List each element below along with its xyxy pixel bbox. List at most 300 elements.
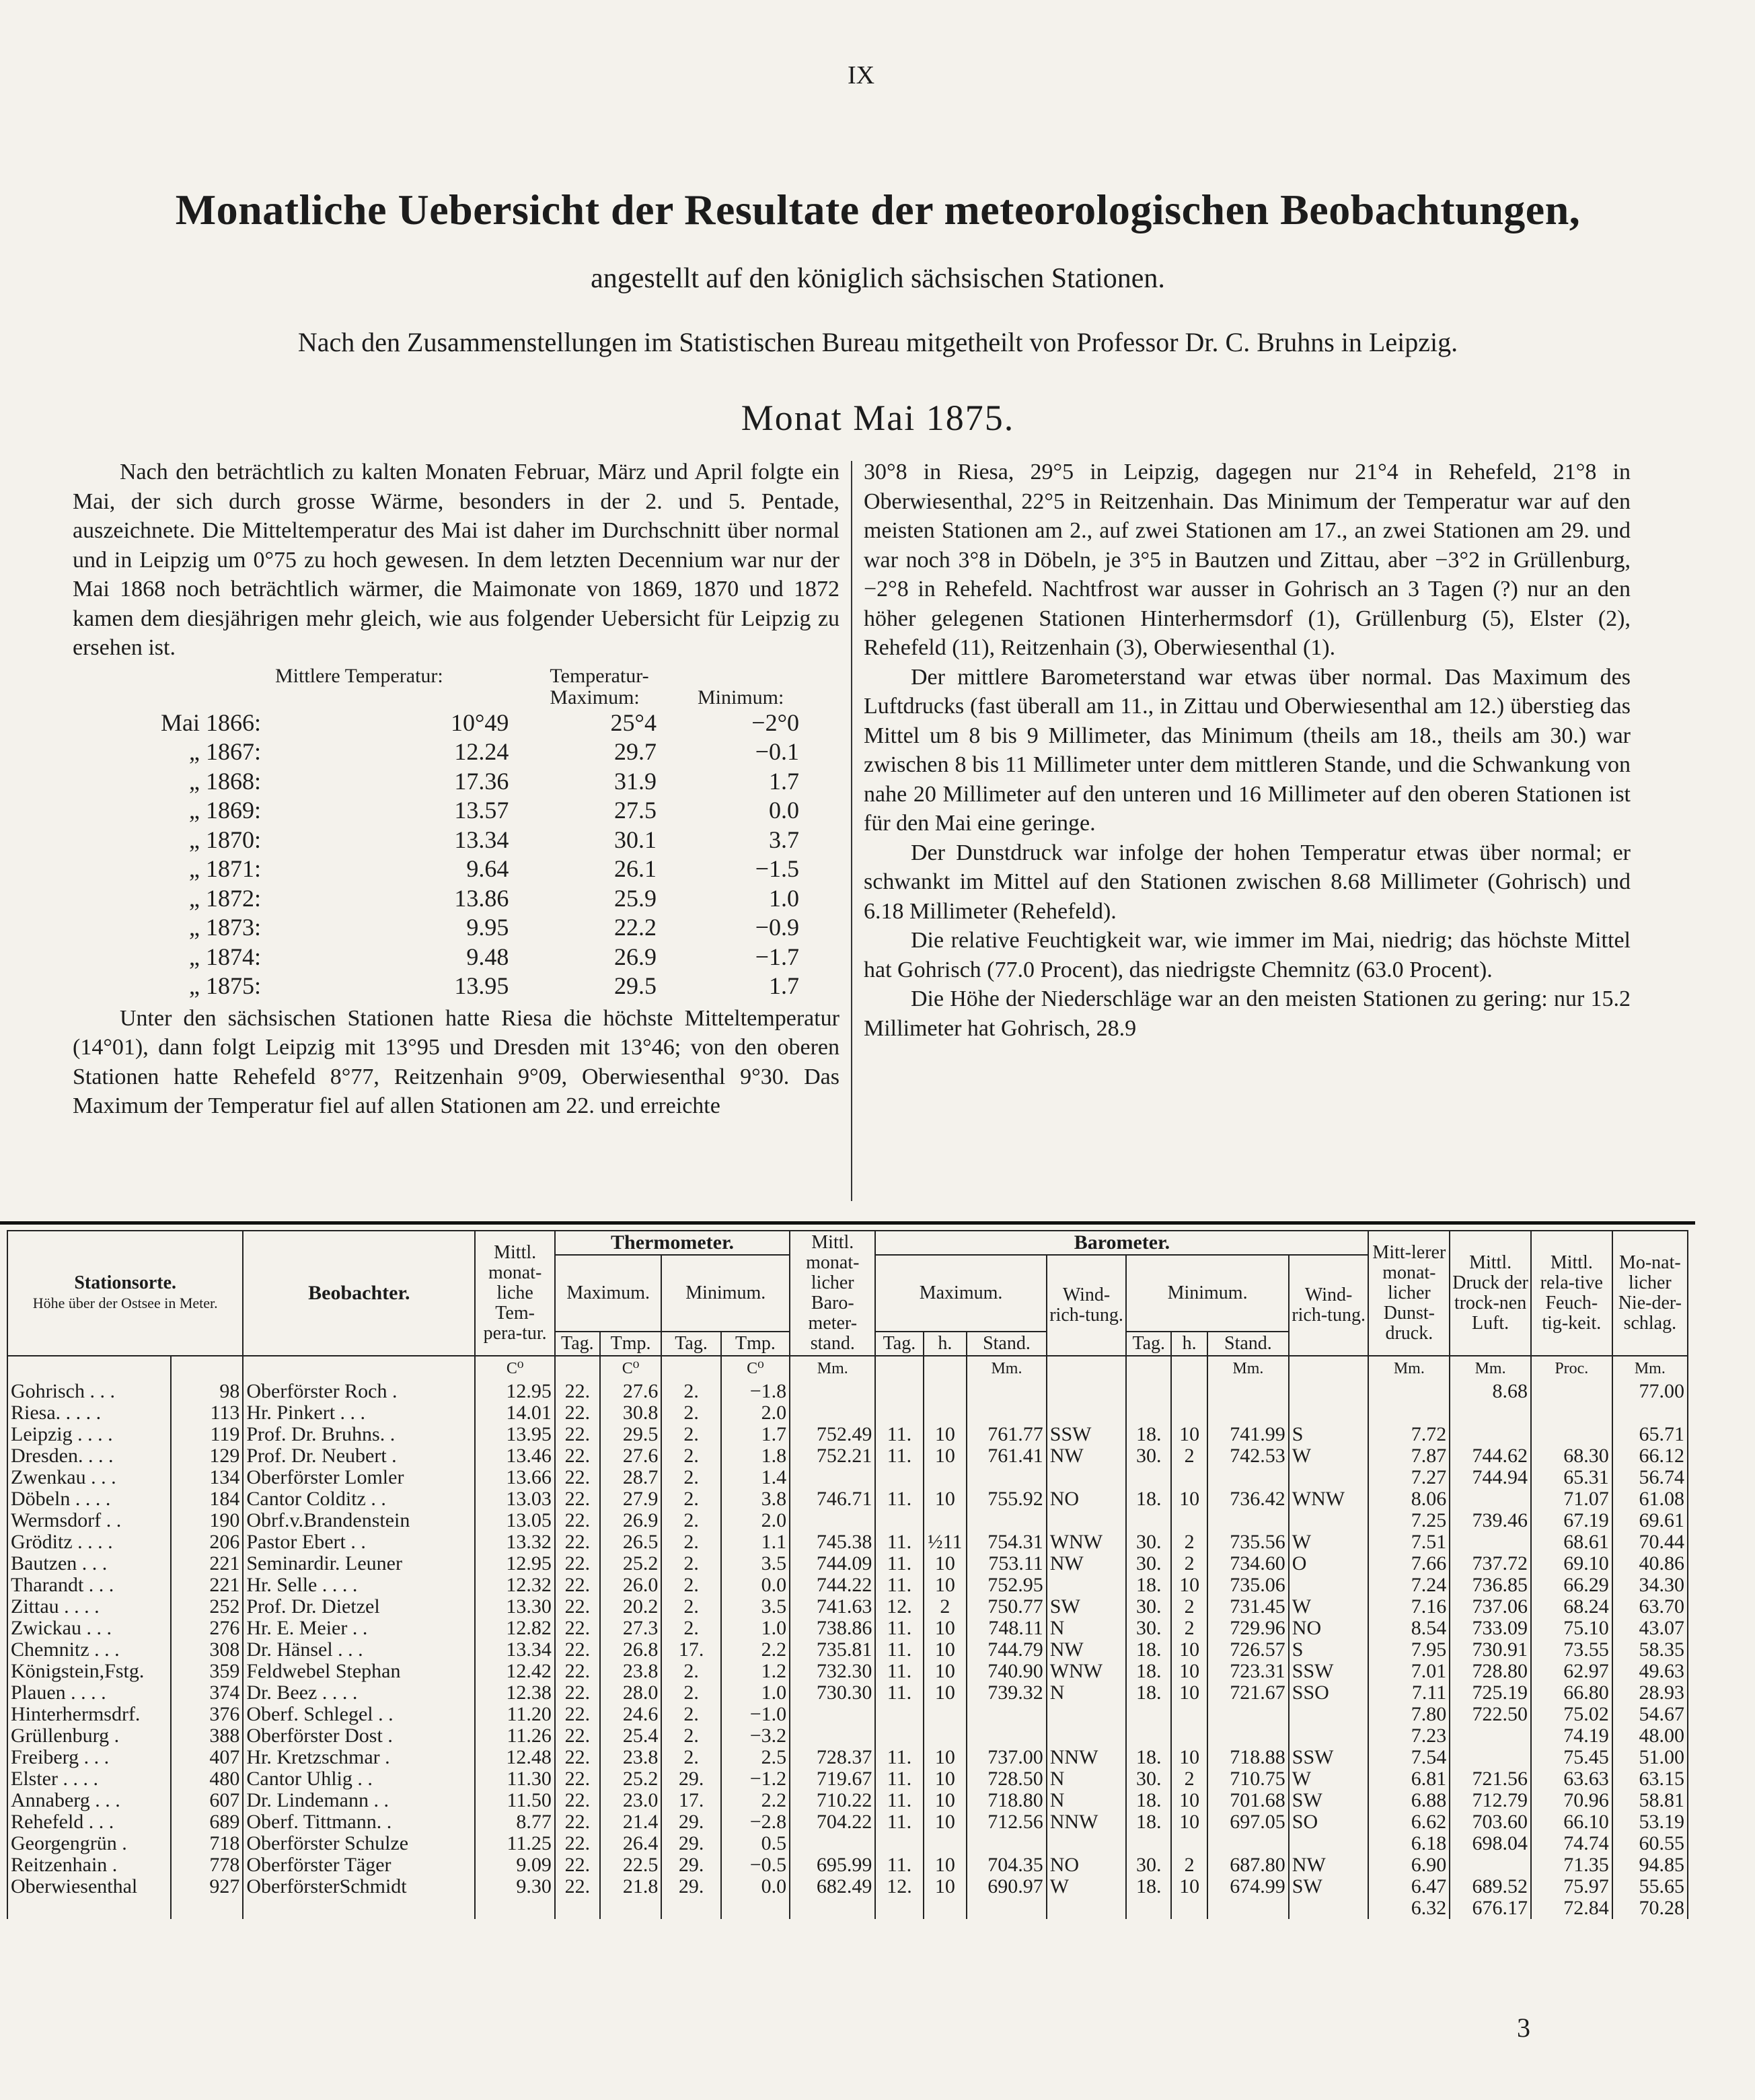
unit-c: C⁰ (600, 1356, 662, 1381)
th-stand: Stand. (967, 1332, 1047, 1356)
cell-bmin-hour: 2 (1171, 1618, 1207, 1639)
cell-min-day: 2. (661, 1553, 720, 1574)
cell-vapour: 6.88 (1368, 1790, 1450, 1811)
table-row (7, 1381, 1688, 1402)
cell-max-day: 22. (555, 1488, 600, 1510)
cell-bmin-stand: 735.56 (1207, 1531, 1289, 1553)
cell-bmin-stand: 741.99 (1207, 1424, 1289, 1445)
cell-bmin-hour: 10 (1171, 1488, 1207, 1510)
cell-min-day: 2. (661, 1488, 720, 1510)
cell-bmax-day (875, 1402, 923, 1424)
cell-bmin-stand: 723.31 (1207, 1661, 1289, 1682)
th-thermometer: Thermometer. (555, 1231, 790, 1255)
cell-max-temp: 26.8 (600, 1639, 662, 1661)
cell-vapour: 7.72 (1368, 1424, 1450, 1445)
cell-height: 221 (171, 1553, 244, 1574)
cell-max-temp: 27.3 (600, 1618, 662, 1639)
cell-humidity: 71.07 (1531, 1488, 1612, 1510)
cell-mean-baro: 744.09 (790, 1553, 875, 1574)
mini-header-mean: Mittlere Temperatur: (275, 664, 443, 687)
observation-table-body (7, 1356, 1688, 1919)
cell-observer: Cantor Colditz . . (243, 1488, 475, 1510)
cell-observer: Prof. Dr. Bruhns. . (243, 1424, 475, 1445)
cell-bmax-day: 11. (875, 1639, 923, 1661)
cell-min-temp: −1.0 (721, 1704, 790, 1725)
cell-bmin-day: 18. (1126, 1811, 1171, 1833)
table-row (7, 1467, 1688, 1488)
cell-humidity: 71.35 (1531, 1854, 1612, 1876)
cell-bmax-stand: 752.95 (967, 1574, 1047, 1596)
cell-bmax-wind (1047, 1402, 1127, 1424)
cell-mean-temp: 13.66 (475, 1467, 555, 1488)
th-observer: Beobachter. (243, 1231, 475, 1356)
cell-bmin-hour: 2 (1171, 1445, 1207, 1467)
cell-mean-temp: 9.30 (475, 1876, 555, 1897)
cell-bmax-hour (924, 1381, 967, 1402)
right-paragraph-5: Die Höhe der Niederschläge war an den meisten Stationen zu gering: nur 15.2 Millimeter hat Gohrisch, 28.9 (864, 986, 1631, 1041)
cell-max-day: 22. (555, 1661, 600, 1682)
mini-cell-label: „ 1868: (189, 767, 261, 795)
cell-bmax-day: 11. (875, 1747, 923, 1768)
cell-precip: 48.00 (1612, 1725, 1688, 1747)
mini-cell-label: „ 1867: (189, 738, 261, 765)
mini-table-body (73, 709, 839, 1001)
th-mean-temp: Mittl. monat-liche Tem-pera-tur. (475, 1231, 555, 1356)
cell-bmin-day: 18. (1126, 1639, 1171, 1661)
cell-precip: 43.07 (1612, 1618, 1688, 1639)
cell-observer: Obrf.v.Brandenstein (243, 1510, 475, 1531)
cell-max-temp: 29.5 (600, 1424, 662, 1445)
mini-cell-label: „ 1870: (189, 826, 261, 853)
cell-bmin-day: 18. (1126, 1488, 1171, 1510)
cell-mean-baro (790, 1704, 875, 1725)
cell-humidity: 63.63 (1531, 1768, 1612, 1790)
cell-precip: 69.61 (1612, 1510, 1688, 1531)
cell-height: 480 (171, 1768, 244, 1790)
cell-station: Leipzig . . . . (7, 1424, 171, 1445)
cell-max-temp: 21.8 (600, 1876, 662, 1897)
unit-mm: Mm. (1612, 1356, 1688, 1381)
unit-proc: Proc. (1531, 1356, 1612, 1381)
cell-mean-temp: 12.42 (475, 1661, 555, 1682)
cell-mean-baro (790, 1467, 875, 1488)
cell-station: Rehefeld . . . (7, 1811, 171, 1833)
cell-max-day: 22. (555, 1682, 600, 1704)
cell-dry (1450, 1747, 1531, 1768)
cell-bmin-hour: 10 (1171, 1747, 1207, 1768)
cell-bmax-day: 11. (875, 1445, 923, 1467)
cell-bmin-day: 30. (1126, 1553, 1171, 1574)
cell-humidity (1531, 1402, 1612, 1424)
cell-precip: 58.81 (1612, 1790, 1688, 1811)
cell-observer: Oberf. Schlegel . . (243, 1704, 475, 1725)
table-row (7, 1897, 1688, 1919)
cell-max-day: 22. (555, 1747, 600, 1768)
cell-precip: 40.86 (1612, 1553, 1688, 1574)
table-row (7, 1574, 1688, 1596)
cell-max-temp: 25.2 (600, 1553, 662, 1574)
th-tag: Tag. (1126, 1332, 1171, 1356)
cell-mean-temp: 13.32 (475, 1531, 555, 1553)
cell-bmin-day: 18. (1126, 1747, 1171, 1768)
th-wind-min: Wind-rich-tung. (1289, 1255, 1369, 1356)
cell-max-temp: 25.2 (600, 1768, 662, 1790)
cell-vapour: 7.23 (1368, 1725, 1450, 1747)
cell-observer: Prof. Dr. Neubert . (243, 1445, 475, 1467)
cell-min-day: 29. (661, 1854, 720, 1876)
cell-station: Riesa. . . . . (7, 1402, 171, 1424)
cell-bmax-day (875, 1510, 923, 1531)
cell-bmax-day (875, 1704, 923, 1725)
th-tmp: Tmp. (600, 1332, 662, 1356)
table-row (7, 1618, 1688, 1639)
cell-humidity: 74.19 (1531, 1725, 1612, 1747)
cell-bmin-day (1126, 1725, 1171, 1747)
cell-max-temp: 21.4 (600, 1811, 662, 1833)
table-row (7, 1402, 1688, 1424)
cell-bmin-stand (1207, 1402, 1289, 1424)
cell-max-day: 22. (555, 1811, 600, 1833)
th-tag: Tag. (555, 1332, 600, 1356)
cell-bmin-hour (1171, 1725, 1207, 1747)
cell-observer: Dr. Beez . . . . (243, 1682, 475, 1704)
cell-mean-temp: 12.38 (475, 1682, 555, 1704)
cell-station (7, 1897, 171, 1919)
cell-observer: Oberförster Dost . (243, 1725, 475, 1747)
cell-bmax-day: 11. (875, 1790, 923, 1811)
cell-observer: Hr. Pinkert . . . (243, 1402, 475, 1424)
cell-bmax-hour (924, 1510, 967, 1531)
cell-bmin-hour: 10 (1171, 1790, 1207, 1811)
cell-dry: 725.19 (1450, 1682, 1531, 1704)
cell-vapour: 7.11 (1368, 1682, 1450, 1704)
cell-precip: 63.15 (1612, 1768, 1688, 1790)
cell-bmax-hour: 10 (924, 1790, 967, 1811)
cell-bmin-wind (1289, 1510, 1369, 1531)
cell-station: Elster . . . . (7, 1768, 171, 1790)
cell-vapour: 8.54 (1368, 1618, 1450, 1639)
cell-mean-temp: 11.26 (475, 1725, 555, 1747)
cell-min-temp: 3.5 (721, 1553, 790, 1574)
cell-bmin-hour: 10 (1171, 1811, 1207, 1833)
footer-number: 3 (1517, 2013, 1530, 2043)
mini-cell-mean: 17.36 (454, 767, 509, 795)
cell-bmin-stand (1207, 1897, 1289, 1919)
cell-dry: 736.85 (1450, 1574, 1531, 1596)
cell-mean-temp: 13.95 (475, 1424, 555, 1445)
cell-bmin-hour: 2 (1171, 1768, 1207, 1790)
cell-bmin-hour (1171, 1467, 1207, 1488)
cell-height: 374 (171, 1682, 244, 1704)
cell-vapour: 6.90 (1368, 1854, 1450, 1876)
cell-bmax-day: 11. (875, 1854, 923, 1876)
left-paragraph-1: Nach den beträchtlich zu kalten Monaten Februar, März und April folgte ein Mai, der sich durch grosse Wärme, besonders in der 2. und 5. Pentade, auszeichnete. Die Mitteltemperatur des Mai ist daher im Durchschnitt über normal und in Leipzig um 0°75 zu hoch gewesen. In dem letzten Decennium war nur der Mai 1868 noch beträchtlich wärmer, die Maimonate von 1869, 1870 und 1872 kamen dem diesjährigen mehr gleich, wie aus folgender Uebersicht für Leipzig zu ersehen ist. (73, 460, 839, 660)
cell-min-day (661, 1897, 720, 1919)
cell-bmax-stand (967, 1402, 1047, 1424)
cell-bmax-day: 11. (875, 1811, 923, 1833)
cell-bmax-wind: N (1047, 1618, 1127, 1639)
cell-min-temp: 2.5 (721, 1747, 790, 1768)
leipzig-may-table (73, 665, 839, 1001)
cell-mean-temp: 13.34 (475, 1639, 555, 1661)
cell-bmax-day (875, 1381, 923, 1402)
cell-vapour: 6.32 (1368, 1897, 1450, 1919)
cell-precip: 61.08 (1612, 1488, 1688, 1510)
table-row (7, 1596, 1688, 1618)
cell-mean-temp: 13.46 (475, 1445, 555, 1467)
cell-station: Georgengrün . (7, 1833, 171, 1854)
cell-bmax-hour: 10 (924, 1424, 967, 1445)
cell-humidity: 69.10 (1531, 1553, 1612, 1574)
cell-min-day: 2. (661, 1510, 720, 1531)
cell-precip: 70.28 (1612, 1897, 1688, 1919)
cell-bmin-day (1126, 1897, 1171, 1919)
cell-max-day: 22. (555, 1402, 600, 1424)
th-baro-min: Minimum. (1126, 1255, 1288, 1332)
cell-vapour: 7.24 (1368, 1574, 1450, 1596)
table-row (7, 1510, 1688, 1531)
cell-mean-temp: 13.30 (475, 1596, 555, 1618)
cell-min-temp: 3.8 (721, 1488, 790, 1510)
mini-table-row (73, 709, 839, 738)
cell-bmin-wind: W (1289, 1596, 1369, 1618)
cell-vapour: 7.66 (1368, 1553, 1450, 1574)
cell-max-day: 22. (555, 1790, 600, 1811)
cell-bmax-stand: 761.41 (967, 1445, 1047, 1467)
cell-bmax-hour (924, 1467, 967, 1488)
cell-max-day: 22. (555, 1596, 600, 1618)
cell-min-temp: −3.2 (721, 1725, 790, 1747)
cell-max-temp: 26.9 (600, 1510, 662, 1531)
cell-max-day: 22. (555, 1876, 600, 1897)
mini-cell-mean: 13.95 (454, 972, 509, 999)
cell-dry: 739.46 (1450, 1510, 1531, 1531)
cell-bmin-wind: S (1289, 1639, 1369, 1661)
cell-precip: 51.00 (1612, 1747, 1688, 1768)
cell-station: Annaberg . . . (7, 1790, 171, 1811)
cell-min-day: 29. (661, 1876, 720, 1897)
table-row (7, 1854, 1688, 1876)
units-row (7, 1356, 1688, 1381)
cell-bmax-wind: NW (1047, 1639, 1127, 1661)
cell-height: 113 (171, 1402, 244, 1424)
cell-mean-baro (790, 1897, 875, 1919)
cell-observer: Seminardir. Leuner (243, 1553, 475, 1574)
cell-bmin-wind (1289, 1574, 1369, 1596)
cell-station: Wermsdorf . . (7, 1510, 171, 1531)
cell-mean-baro: 741.63 (790, 1596, 875, 1618)
cell-min-day: 29. (661, 1833, 720, 1854)
cell-mean-baro (790, 1725, 875, 1747)
mini-cell-min: 1.7 (769, 767, 799, 795)
cell-max-temp (600, 1897, 662, 1919)
cell-bmax-day: 11. (875, 1768, 923, 1790)
th-tag: Tag. (875, 1332, 923, 1356)
cell-bmax-hour (924, 1833, 967, 1854)
cell-observer: Prof. Dr. Dietzel (243, 1596, 475, 1618)
cell-bmin-day (1126, 1467, 1171, 1488)
mini-cell-mean: 9.95 (466, 914, 509, 941)
cell-bmin-wind: SSW (1289, 1661, 1369, 1682)
mini-cell-max: 27.5 (613, 797, 657, 824)
cell-humidity: 65.31 (1531, 1467, 1612, 1488)
cell-mean-baro: 728.37 (790, 1747, 875, 1768)
cell-max-day: 22. (555, 1574, 600, 1596)
cell-bmin-wind: NO (1289, 1618, 1369, 1639)
cell-bmax-wind: SW (1047, 1596, 1127, 1618)
mini-cell-label: „ 1869: (189, 797, 261, 824)
mini-cell-max: 22.2 (613, 914, 657, 941)
credit-line: Nach den Zusammenstellungen im Statistischen Bureau mitgetheilt von Professor Dr. C. Bruhns in Leipzig. (297, 327, 1458, 357)
cell-mean-baro (790, 1402, 875, 1424)
cell-height: 129 (171, 1445, 244, 1467)
cell-dry: 676.17 (1450, 1897, 1531, 1919)
mini-table-row (73, 767, 839, 797)
th-mean-baro: Mittl. monat-licher Baro-meter-stand. (790, 1231, 875, 1356)
cell-humidity: 75.97 (1531, 1876, 1612, 1897)
cell-bmin-stand (1207, 1704, 1289, 1725)
cell-bmax-stand: 740.90 (967, 1661, 1047, 1682)
cell-mean-temp: 12.95 (475, 1553, 555, 1574)
table-row (7, 1747, 1688, 1768)
cell-min-day: 2. (661, 1747, 720, 1768)
right-paragraph-3: Der Dunstdruck war infolge der hohen Temperatur etwas über normal; er schwankt im Mittel auf den Stationen zwischen 8.68 Millimeter (Gohrisch) und 6.18 Millimeter (Rehefeld). (864, 840, 1631, 924)
cell-max-day: 22. (555, 1445, 600, 1467)
cell-station: Zwickau . . . (7, 1618, 171, 1639)
page-number: IX (847, 61, 875, 89)
cell-precip: 54.67 (1612, 1704, 1688, 1725)
mini-table-row (73, 826, 839, 855)
cell-bmin-stand: 687.80 (1207, 1854, 1289, 1876)
cell-mean-temp: 11.20 (475, 1704, 555, 1725)
cell-vapour: 7.16 (1368, 1596, 1450, 1618)
cell-mean-temp (475, 1897, 555, 1919)
mini-cell-label: „ 1873: (189, 914, 261, 941)
cell-bmin-wind (1289, 1725, 1369, 1747)
cell-bmin-stand: 697.05 (1207, 1811, 1289, 1833)
cell-min-temp: 1.8 (721, 1445, 790, 1467)
unit-c: C⁰ (721, 1356, 790, 1381)
cell-observer: Hr. E. Meier . . (243, 1618, 475, 1639)
cell-bmin-wind (1289, 1467, 1369, 1488)
th-humidity: Mittl. rela-tive Feuch-tig-keit. (1531, 1231, 1612, 1356)
th-precip: Mo-nat-licher Nie-der-schlag. (1612, 1231, 1688, 1356)
cell-bmax-stand: 712.56 (967, 1811, 1047, 1833)
cell-observer: Hr. Selle . . . . (243, 1574, 475, 1596)
cell-max-temp: 22.5 (600, 1854, 662, 1876)
mini-cell-max: 25°4 (610, 709, 657, 736)
cell-bmin-stand: 735.06 (1207, 1574, 1289, 1596)
cell-bmin-wind: S (1289, 1424, 1369, 1445)
cell-precip: 77.00 (1612, 1381, 1688, 1402)
cell-bmax-wind (1047, 1725, 1127, 1747)
cell-precip: 56.74 (1612, 1467, 1688, 1488)
cell-observer: Dr. Hänsel . . . (243, 1639, 475, 1661)
cell-min-day: 2. (661, 1574, 720, 1596)
cell-max-day: 22. (555, 1553, 600, 1574)
cell-bmax-stand: 744.79 (967, 1639, 1047, 1661)
cell-bmin-day (1126, 1381, 1171, 1402)
cell-bmin-wind: W (1289, 1445, 1369, 1467)
cell-bmin-wind: O (1289, 1553, 1369, 1574)
cell-min-day: 2. (661, 1445, 720, 1467)
cell-bmax-stand (967, 1381, 1047, 1402)
cell-station: Gohrisch . . . (7, 1381, 171, 1402)
cell-height: 276 (171, 1618, 244, 1639)
cell-bmin-stand: 731.45 (1207, 1596, 1289, 1618)
cell-bmax-hour (924, 1402, 967, 1424)
cell-min-temp: 0.0 (721, 1574, 790, 1596)
cell-bmin-hour: 10 (1171, 1639, 1207, 1661)
cell-dry: 721.56 (1450, 1768, 1531, 1790)
cell-max-day: 22. (555, 1424, 600, 1445)
cell-bmax-day: 11. (875, 1553, 923, 1574)
cell-vapour: 6.47 (1368, 1876, 1450, 1897)
cell-bmax-stand (967, 1833, 1047, 1854)
th-thermo-min: Minimum. (661, 1255, 790, 1332)
table-row (7, 1639, 1688, 1661)
cell-bmax-wind (1047, 1704, 1127, 1725)
cell-humidity: 68.61 (1531, 1531, 1612, 1553)
table-row (7, 1704, 1688, 1725)
cell-mean-baro: 735.81 (790, 1639, 875, 1661)
table-row (7, 1768, 1688, 1790)
mini-header-group: Temperatur- (550, 664, 649, 687)
cell-bmin-hour (1171, 1381, 1207, 1402)
cell-height: 308 (171, 1639, 244, 1661)
cell-precip: 34.30 (1612, 1574, 1688, 1596)
cell-bmin-stand (1207, 1725, 1289, 1747)
cell-min-temp: −2.8 (721, 1811, 790, 1833)
cell-bmin-stand (1207, 1833, 1289, 1854)
mini-cell-max: 26.1 (613, 855, 657, 882)
cell-observer: Hr. Kretzschmar . (243, 1747, 475, 1768)
cell-bmax-hour: 10 (924, 1445, 967, 1467)
mini-cell-max: 29.5 (613, 972, 657, 999)
cell-bmax-wind (1047, 1381, 1127, 1402)
cell-bmin-stand: 736.42 (1207, 1488, 1289, 1510)
cell-bmin-hour: 10 (1171, 1876, 1207, 1897)
mini-cell-label: „ 1872: (189, 884, 261, 912)
cell-mean-baro: 745.38 (790, 1531, 875, 1553)
cell-vapour: 6.18 (1368, 1833, 1450, 1854)
cell-min-day: 17. (661, 1790, 720, 1811)
cell-bmin-stand (1207, 1381, 1289, 1402)
th-tmp: Tmp. (721, 1332, 790, 1356)
column-divider (851, 461, 852, 1201)
cell-bmin-day (1126, 1833, 1171, 1854)
cell-bmin-stand: 674.99 (1207, 1876, 1289, 1897)
cell-max-day: 22. (555, 1704, 600, 1725)
cell-bmax-wind: SSW (1047, 1424, 1127, 1445)
cell-vapour: 7.01 (1368, 1661, 1450, 1682)
right-text-column (864, 458, 1631, 1043)
cell-bmax-stand: 739.32 (967, 1682, 1047, 1704)
cell-bmax-wind: N (1047, 1768, 1127, 1790)
cell-height: 134 (171, 1467, 244, 1488)
cell-height (171, 1897, 244, 1919)
cell-bmin-wind (1289, 1704, 1369, 1725)
cell-vapour: 6.81 (1368, 1768, 1450, 1790)
cell-precip: 28.93 (1612, 1682, 1688, 1704)
mini-cell-label: Mai 1866: (161, 709, 261, 736)
cell-bmax-hour (924, 1897, 967, 1919)
unit-mm: Mm. (967, 1356, 1047, 1381)
cell-max-temp: 24.6 (600, 1704, 662, 1725)
cell-bmin-hour: 10 (1171, 1424, 1207, 1445)
cell-vapour: 6.62 (1368, 1811, 1450, 1833)
mini-cell-min: −1.7 (755, 943, 799, 970)
